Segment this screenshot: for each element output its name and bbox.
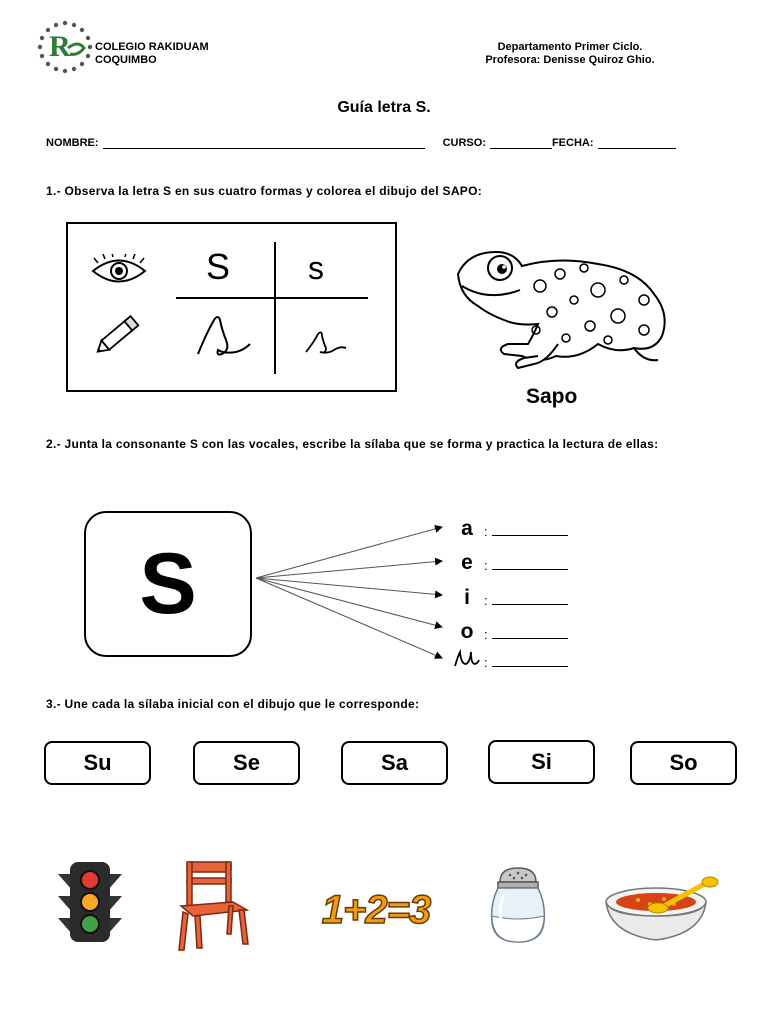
school-name xyxy=(95,41,209,67)
vowel-row-a xyxy=(454,515,568,539)
question-2: 2.- Junta la consonante S con las vocales, escribe la sílaba que se forma y practica la lectura de ellas: xyxy=(46,437,659,451)
colon: : xyxy=(484,655,488,670)
answer-line-i[interactable] xyxy=(492,604,568,605)
page-title: Guía letra S. xyxy=(337,99,431,116)
syllable-so[interactable]: So xyxy=(630,741,737,785)
department-name: Departamento Primer Ciclo. xyxy=(497,41,643,53)
course-label: CURSO: xyxy=(442,137,486,149)
answer-line-o[interactable] xyxy=(492,638,568,639)
vowel-a: a xyxy=(461,517,473,540)
colon: : xyxy=(484,627,488,642)
colon: : xyxy=(484,558,488,573)
teacher-name: Profesora: Denisse Quiroz Ghio. xyxy=(485,54,655,66)
svg-text:R: R xyxy=(49,30,71,63)
question-3: 3.- Une cada la sílaba inicial con el dibujo que le corresponde: xyxy=(46,697,420,711)
school-name-line1: COLEGIO RAKIDUAM xyxy=(95,41,209,53)
student-info-line xyxy=(46,137,676,149)
date-label: FECHA: xyxy=(551,137,594,149)
department-info xyxy=(440,41,700,67)
cursive-uppercase-s xyxy=(196,314,252,358)
colon: : xyxy=(484,524,488,539)
question-1: 1.- Observa la letra S en sus cuatro formas y colorea el dibujo del SAPO: xyxy=(46,184,483,198)
vowel-row-i xyxy=(454,584,568,608)
eye-icon xyxy=(90,254,148,288)
answer-line-a[interactable] xyxy=(492,535,568,536)
date-field[interactable] xyxy=(598,138,676,149)
name-label: NOMBRE: xyxy=(46,137,99,149)
vowel-row-u xyxy=(454,646,568,670)
frog-image xyxy=(448,244,674,374)
vowel-o: o xyxy=(460,620,474,643)
answer-line-e[interactable] xyxy=(492,569,568,570)
name-field[interactable] xyxy=(103,138,425,149)
syllable-se[interactable]: Se xyxy=(193,741,300,785)
traffic-light-image[interactable] xyxy=(56,860,124,944)
frog-caption: Sapo xyxy=(526,385,578,408)
consonant-box xyxy=(84,511,252,657)
vowel-e: e xyxy=(461,551,473,574)
cursive-lowercase-s xyxy=(304,328,348,358)
syllable-si[interactable]: Si xyxy=(488,740,595,784)
vowel-row-e xyxy=(454,549,568,573)
uppercase-print-s: S xyxy=(206,246,231,287)
soup-bowl-image[interactable] xyxy=(604,876,720,946)
grid-horizontal-line xyxy=(176,297,368,299)
salt-shaker-image[interactable] xyxy=(484,864,552,946)
school-logo xyxy=(34,18,96,76)
consonant-letter: S xyxy=(139,536,197,632)
syllable-su[interactable]: Su xyxy=(44,741,151,785)
lowercase-print-s: s xyxy=(308,250,324,286)
syllable-sa[interactable]: Sa xyxy=(341,741,448,785)
school-name-line2: COQUIMBO xyxy=(95,54,157,66)
chair-image[interactable] xyxy=(173,860,253,952)
sum-image[interactable] xyxy=(312,884,440,936)
connector-arrows xyxy=(250,515,450,665)
course-field[interactable] xyxy=(490,138,552,149)
answer-line-u[interactable] xyxy=(492,666,568,667)
grid-vertical-line xyxy=(274,242,276,374)
vowel-row-o xyxy=(454,618,568,642)
cursive-vowel-u xyxy=(454,648,480,670)
vowel-i: i xyxy=(464,586,470,609)
pencil-icon xyxy=(92,312,146,358)
colon: : xyxy=(484,593,488,608)
sum-text: 1+2=3 xyxy=(321,887,431,932)
letter-forms-box xyxy=(66,222,397,392)
